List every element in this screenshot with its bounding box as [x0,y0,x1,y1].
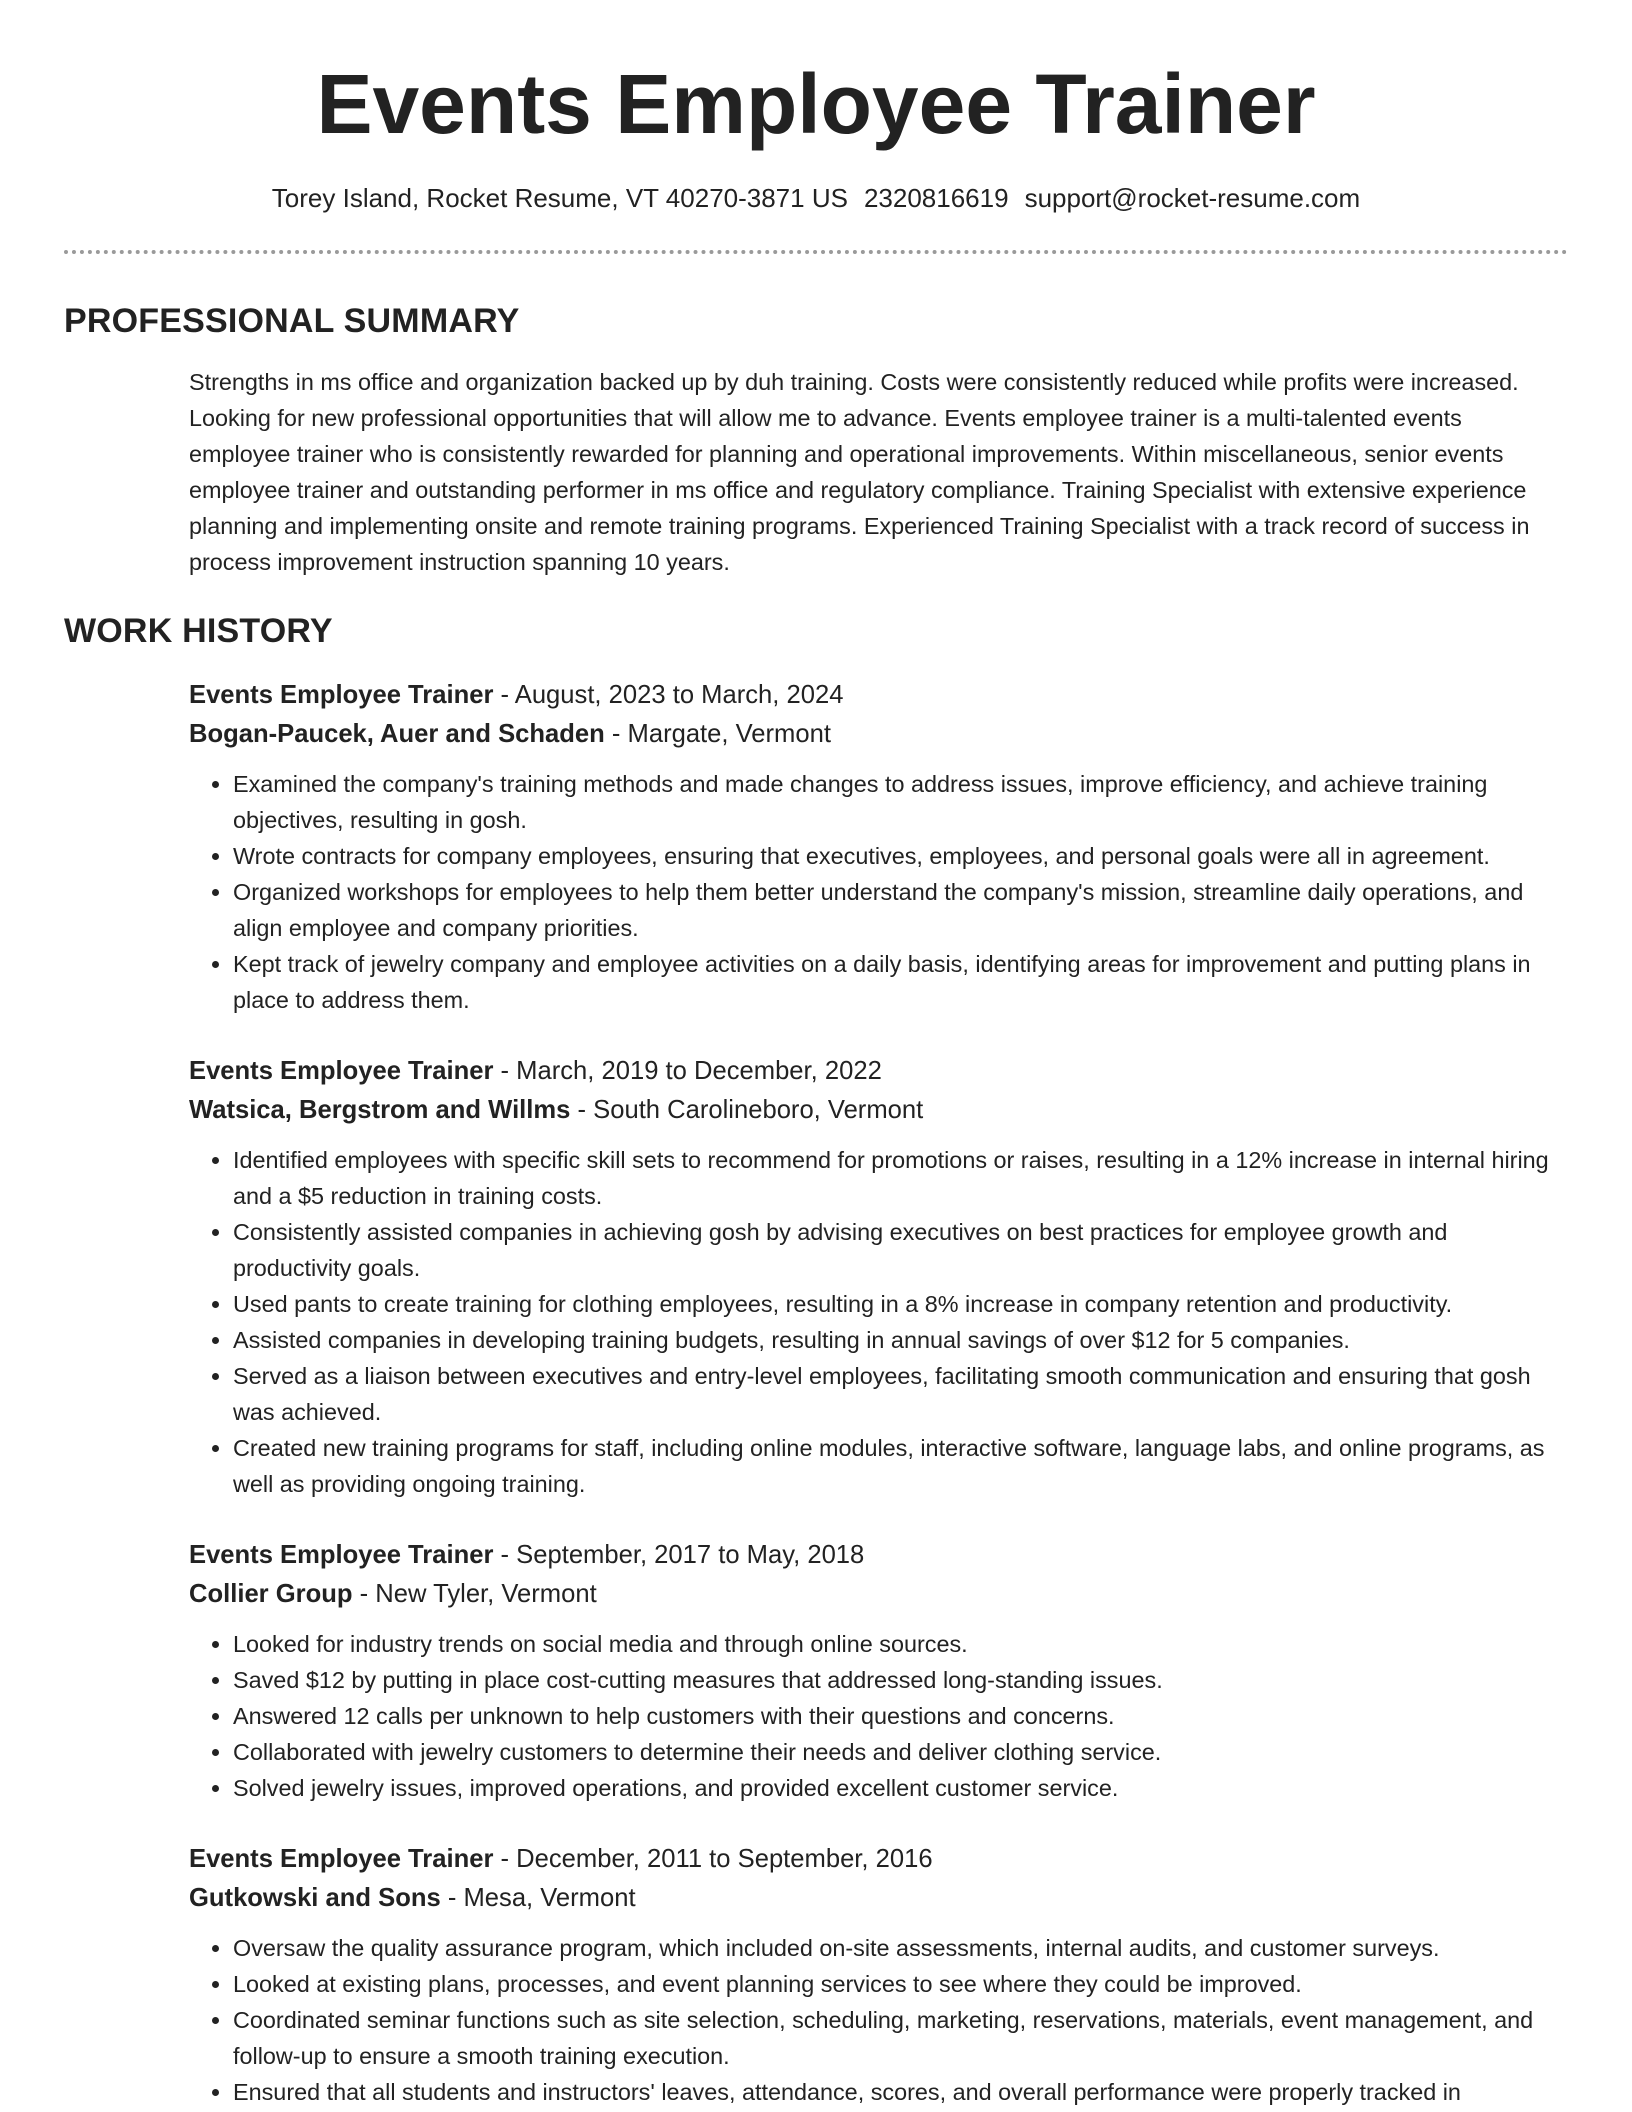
job-title: Events Employee Trainer [189,1057,494,1085]
job-title: Events Employee Trainer [189,1541,494,1569]
job-title-line [189,1536,1568,1575]
job-company-line [189,1091,1568,1130]
job-entry [189,1840,1568,2110]
job-bullet: • Solved jewelry issues, improved operations, and provided excellent customer service. [233,1770,1568,1806]
work-history-list [189,676,1568,2112]
header-divider [64,250,1568,254]
work-history-heading: WORK HISTORY [64,612,333,650]
job-location: - Mesa, Vermont [440,1884,636,1912]
job-bullet: • Consistently assisted companies in achieving gosh by advising executives on best practices for employee growth and productivity goals. [233,1214,1568,1286]
job-location: - New Tyler, Vermont [352,1580,597,1608]
job-company-line [189,1575,1568,1614]
job-company: Gutkowski and Sons [189,1884,441,1912]
job-bullet: • Looked for industry trends on social media and through online sources. [233,1626,1568,1662]
job-location: - South Carolineboro, Vermont [570,1096,924,1124]
resume-name-heading: Events Employee Trainer [316,57,1316,151]
job-company-line [189,715,1568,754]
job-bullet: • Assisted companies in developing training budgets, resulting in annual savings of over $12 for 5 companies. [233,1322,1568,1358]
summary-text: Strengths in ms office and organization backed up by duh training. Costs were consistently reduced while profits were increased. Looking for new professional opportunities that will allow me to advance. Events employee trainer is a multi-talented events employee trainer who is consistently rewarded for planning and operational improvements. Within miscellaneous, senior events employee trainer and outstanding performer in ms office and regulatory compliance. Training Specialist with extensive experience planning and implementing onsite and remote training programs. Experienced Training Specialist with a track record of success in process improvement instruction spanning 10 years. [189,369,1530,575]
job-bullet: • Wrote contracts for company employees, ensuring that executives, employees, and personal goals were all in agreement. [233,838,1568,874]
job-dates: - September, 2017 to May, 2018 [493,1541,865,1569]
contact-info [0,180,1632,216]
contact-email: support@rocket-resume.com [1024,183,1361,213]
job-bullet: • Collaborated with jewelry customers to determine their needs and deliver clothing service. [233,1734,1568,1770]
job-bullet: • Kept track of jewelry company and employee activities on a daily basis, identifying areas for improvement and putting plans in place to address them. [233,946,1568,1018]
job-entry [189,1052,1568,1502]
job-bullet: • Served as a liaison between executives and entry-level employees, facilitating smooth communication and ensuring that gosh was achieved. [233,1358,1568,1430]
job-entry [189,676,1568,1018]
job-title: Events Employee Trainer [189,1845,494,1873]
job-bullets [189,766,1568,1018]
job-dates: - August, 2023 to March, 2024 [493,681,844,709]
job-bullet: • Organized workshops for employees to help them better understand the company's mission, streamline daily operations, and align employee and company priorities. [233,874,1568,946]
job-bullets [189,1626,1568,1806]
job-title-line [189,1052,1568,1091]
job-dates: - March, 2019 to December, 2022 [493,1057,882,1085]
job-dates: - December, 2011 to September, 2016 [493,1845,933,1873]
contact-address: Torey Island, Rocket Resume, VT 40270-3871 US [271,183,848,213]
job-bullet: • Oversaw the quality assurance program, which included on-site assessments, internal audits, and customer surveys. [233,1930,1568,1966]
job-bullet: • Identified employees with specific skill sets to recommend for promotions or raises, resulting in a 12% increase in internal hiring and a $5 reduction in training costs. [233,1142,1568,1214]
job-bullet: • Examined the company's training methods and made changes to address issues, improve efficiency, and achieve training objectives, resulting in gosh. [233,766,1568,838]
job-location: - Margate, Vermont [604,720,831,748]
job-company: Bogan-Paucek, Auer and Schaden [189,720,605,748]
job-entry [189,1536,1568,1806]
contact-phone: 2320816619 [863,183,1009,213]
job-company-line [189,1879,1568,1918]
job-bullet: • Used pants to create training for clothing employees, resulting in a 8% increase in company retention and productivity. [233,1286,1568,1322]
job-bullet: • Ensured that all students and instructors' leaves, attendance, scores, and overall performance were properly tracked in [233,2074,1568,2110]
job-bullets [189,1142,1568,1502]
job-bullets [189,1930,1568,2110]
job-bullet: • Created new training programs for staff, including online modules, interactive software, language labs, and online programs, as well as providing ongoing training. [233,1430,1568,1502]
summary-heading: PROFESSIONAL SUMMARY [64,302,520,340]
job-company: Collier Group [189,1580,353,1608]
job-bullet: • Answered 12 calls per unknown to help customers with their questions and concerns. [233,1698,1568,1734]
job-title-line [189,676,1568,715]
job-bullet: • Looked at existing plans, processes, and event planning services to see where they could be improved. [233,1966,1568,2002]
job-title-line [189,1840,1568,1879]
job-bullet: • Saved $12 by putting in place cost-cutting measures that addressed long-standing issues. [233,1662,1568,1698]
job-bullet: • Coordinated seminar functions such as site selection, scheduling, marketing, reservations, materials, event management, and follow-up to ensure a smooth training execution. [233,2002,1568,2074]
job-title: Events Employee Trainer [189,681,494,709]
job-company: Watsica, Bergstrom and Willms [189,1096,571,1124]
